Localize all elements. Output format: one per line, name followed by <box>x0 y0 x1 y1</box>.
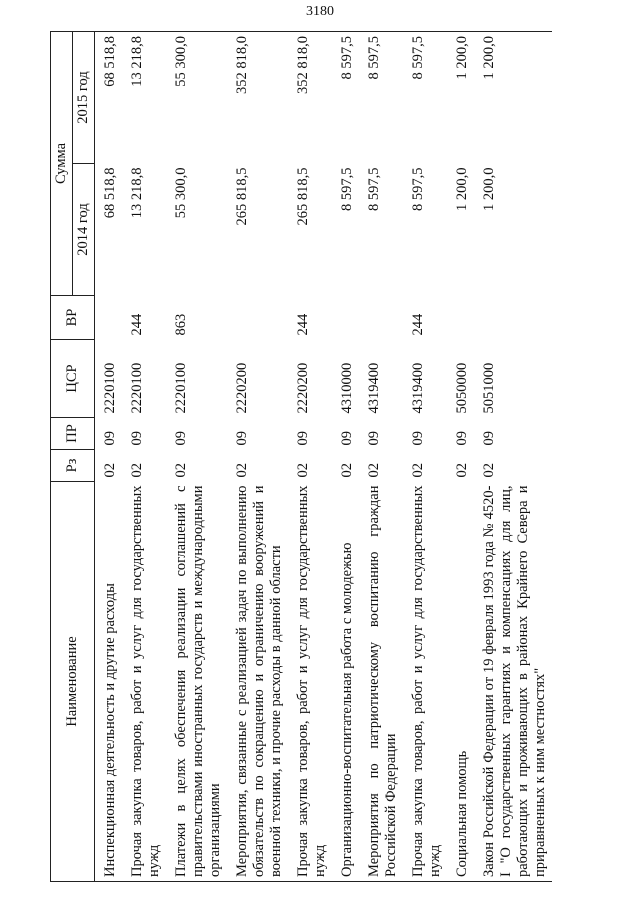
row-rz: 02 <box>339 463 355 478</box>
row-sum-2014: 265 818,5 <box>234 167 250 226</box>
table-body <box>95 32 553 882</box>
row-sum-2014: 68 518,8 <box>102 167 118 219</box>
header-2014: 2014 год <box>73 164 95 296</box>
row-name: Организационно-воспитательная работа с молодежью <box>332 482 359 882</box>
row-name: Инспекционная деятельность и другие расходы <box>95 482 123 882</box>
row-name: Прочая закупка товаров, работ и услуг для государственных нужд <box>122 482 166 882</box>
row-vr: 244 <box>129 313 145 336</box>
row-sum-2015: 1 200,0 <box>474 32 552 164</box>
row-csr: 5050000 <box>454 362 470 414</box>
rotated-table-container <box>50 32 605 882</box>
header-sum: Сумма <box>51 32 73 296</box>
row-rz: 02 <box>454 463 470 478</box>
row-rz: 02 <box>295 463 311 478</box>
row-vr <box>95 296 123 340</box>
table-row <box>447 32 474 882</box>
row-csr: 2220200 <box>295 362 311 414</box>
row-pr: 09 <box>410 431 426 446</box>
row-sum-2015: 8 597,5 <box>332 32 359 164</box>
row-sum-2014: 8 597,5 <box>410 167 426 211</box>
row-csr: 2220200 <box>234 362 250 414</box>
row-rz: 02 <box>410 463 426 478</box>
row-sum-2015: 8 597,5 <box>403 32 447 164</box>
row-pr: 09 <box>366 431 382 446</box>
row-sum-2015: 8 597,5 <box>359 32 403 164</box>
row-vr <box>474 296 552 340</box>
row-csr: 4310000 <box>339 362 355 414</box>
row-sum-2015: 1 200,0 <box>447 32 474 164</box>
row-vr <box>227 296 288 340</box>
header-name: Наименование <box>51 482 95 882</box>
row-pr: 09 <box>295 431 311 446</box>
row-name: Мероприятия по патриотическому воспитанию граждан Российской Федерации <box>359 482 403 882</box>
row-sum-2015: 13 218,8 <box>122 32 166 164</box>
row-sum-2015: 68 518,8 <box>95 32 123 164</box>
row-name: Прочая закупка товаров, работ и услуг для государственных нужд <box>288 482 332 882</box>
row-vr <box>359 296 403 340</box>
row-pr: 09 <box>102 431 118 446</box>
row-pr: 09 <box>234 431 250 446</box>
row-sum-2014: 8 597,5 <box>366 167 382 211</box>
row-csr: 4319400 <box>366 362 382 414</box>
table-row <box>122 32 166 882</box>
row-sum-2014: 1 200,0 <box>481 167 497 211</box>
row-name: Прочая закупка товаров, работ и услуг для государственных нужд <box>403 482 447 882</box>
row-sum-2014: 1 200,0 <box>454 167 470 211</box>
row-vr: 244 <box>295 313 311 336</box>
row-sum-2014: 13 218,8 <box>129 167 145 219</box>
row-rz: 02 <box>173 463 189 478</box>
row-csr: 2220100 <box>102 362 118 414</box>
header-2015: 2015 год <box>73 32 95 164</box>
row-csr: 5051000 <box>481 362 497 414</box>
row-rz: 02 <box>481 463 497 478</box>
row-pr: 09 <box>454 431 470 446</box>
row-vr <box>447 296 474 340</box>
row-sum-2015: 352 818,0 <box>227 32 288 164</box>
row-vr <box>332 296 359 340</box>
header-csr: ЦСР <box>51 340 95 418</box>
row-sum-2014: 55 300,0 <box>173 167 189 219</box>
row-vr: 863 <box>173 313 189 336</box>
row-sum-2015: 55 300,0 <box>166 32 227 164</box>
header-pr: ПР <box>51 418 95 450</box>
table-row <box>288 32 332 882</box>
table-row <box>95 32 123 882</box>
header-vr: ВР <box>51 296 95 340</box>
budget-table <box>50 31 552 882</box>
table-row <box>359 32 403 882</box>
row-csr: 2220100 <box>129 362 145 414</box>
row-sum-2015: 352 818,0 <box>288 32 332 164</box>
table-row <box>227 32 288 882</box>
header-rz: Рз <box>51 450 95 482</box>
row-rz: 02 <box>366 463 382 478</box>
row-csr: 2220100 <box>173 362 189 414</box>
table-row <box>332 32 359 882</box>
row-sum-2014: 8 597,5 <box>339 167 355 211</box>
row-rz: 02 <box>102 463 118 478</box>
row-sum-2014: 265 818,5 <box>295 167 311 226</box>
row-csr: 4319400 <box>410 362 426 414</box>
row-pr: 09 <box>339 431 355 446</box>
row-pr: 09 <box>129 431 145 446</box>
row-name: Платежи в целях обеспечения реализации соглашений с правительствами иностранных государств и международными организациями <box>166 482 227 882</box>
row-pr: 09 <box>173 431 189 446</box>
row-name: Социальная помощь <box>447 482 474 882</box>
page-number: 3180 <box>306 4 334 19</box>
table-row <box>474 32 552 882</box>
table-row <box>166 32 227 882</box>
row-vr: 244 <box>410 313 426 336</box>
row-rz: 02 <box>129 463 145 478</box>
row-pr: 09 <box>481 431 497 446</box>
row-name: Мероприятия, связанные с реализацией задач по выполнению обязательств по сокращению и ограничению вооружений и военной техники, и прочие расходы в данной области <box>227 482 288 882</box>
table-row <box>403 32 447 882</box>
row-name: Закон Российской Федерации от 19 февраля 1993 года № 4520-I "О государственных гарантиях и компенсациях для лиц, работающих и проживающих в районах Крайнего Севера и приравненных к ним местностях" <box>474 482 552 882</box>
row-rz: 02 <box>234 463 250 478</box>
